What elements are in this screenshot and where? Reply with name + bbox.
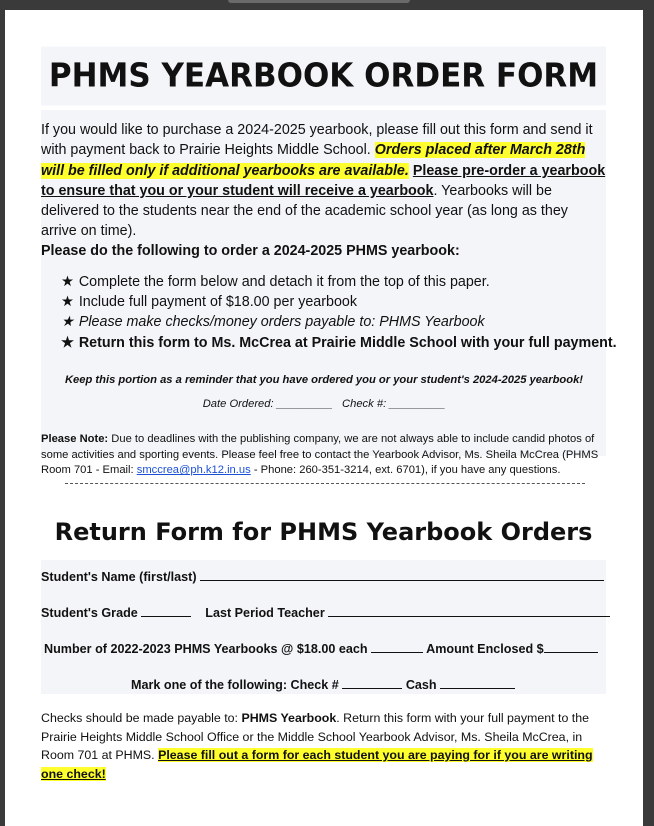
- return-form-title: Return Form for PHMS Yearbook Orders: [54, 518, 593, 546]
- list-item: ★ Include full payment of $18.00 per yearbook: [61, 292, 617, 312]
- intro-text: If you would like to purchase a 2024-2025 yearbook, please fill out this form and send it with payment back to Prairie Heights Middle School.: [41, 122, 593, 159]
- cash-input[interactable]: [440, 676, 515, 689]
- student-name-row: Student's Name (first/last): [41, 568, 604, 584]
- window-top-handle: [228, 0, 410, 3]
- page-title: PHMS YEARBOOK ORDER FORM: [41, 47, 606, 106]
- deadline-highlight: Orders placed after March 28th will be filled only if additional yearbooks are available.: [41, 142, 586, 179]
- list-item: ★ Complete the form below and detach it from the top of this paper.: [61, 272, 617, 292]
- note-paragraph: Please Note: Due to deadlines with the publishing company, we are not always able to include candid photos of some activities and sporting events. Please feel free to contact the Yearbook Advisor, Ms. Sheila McCrea (PHMS Room 701 - Email: smccrea@ph.k12.in.us - Phone: 260-351-3214, ext. 6701), if you have any questions.: [41, 433, 599, 477]
- intro-paragraph: [41, 120, 607, 242]
- list-item: ★ Please make checks/money orders payable to: PHMS Yearbook: [61, 312, 617, 332]
- check-number-field[interactable]: Check #: _________: [342, 398, 446, 410]
- quantity-amount-row: Number of 2022-2023 PHMS Yearbooks @ $18.00 each Amount Enclosed $: [44, 640, 598, 656]
- closing-highlight: Please fill out a form for each student you are paying for if you are writing one check!: [41, 748, 593, 781]
- instructions-heading: Please do the following to order a 2024-2025 PHMS yearbook:: [41, 243, 460, 259]
- check-number-input[interactable]: [342, 676, 402, 689]
- last-period-teacher-input[interactable]: [328, 604, 610, 617]
- email-link[interactable]: smccrea@ph.k12.in.us: [136, 464, 251, 477]
- student-name-input[interactable]: [200, 568, 604, 581]
- delivery-text: . Yearbooks will be delivered to the students near the end of the academic school year (as long as they arrive on time).: [41, 182, 568, 240]
- detach-line: [65, 483, 585, 484]
- grade-teacher-row: Student's Grade Last Period Teacher: [41, 604, 610, 620]
- steps-list: [61, 272, 617, 353]
- document-page: [5, 10, 643, 826]
- payment-method-row: Mark one of the following: Check # Cash: [131, 676, 515, 692]
- amount-enclosed-input[interactable]: [544, 640, 598, 653]
- preorder-notice: Please pre-order a yearbook to ensure that you or your student will receive a yearbook: [41, 162, 606, 199]
- reminder-text: Keep this portion as a reminder that you have ordered you or your student's 2024-2025 yearbook!: [64, 374, 584, 386]
- date-ordered-field[interactable]: Date Ordered: _________: [202, 398, 333, 410]
- closing-paragraph: Checks should be made payable to: PHMS Yearbook. Return this form with your full payment to the Prairie Heights Middle School Office or the Middle School Yearbook Advisor, Ms. Sheila McCrea, in Room 701 at PHMS. Please fill out a form for each student you are paying for if you are writing one check!: [41, 711, 593, 781]
- student-grade-input[interactable]: [141, 604, 191, 617]
- list-item: ★ Return this form to Ms. McCrea at Prairie Middle School with your full payment.: [61, 333, 617, 353]
- quantity-input[interactable]: [371, 640, 423, 653]
- date-check-line: [41, 397, 607, 413]
